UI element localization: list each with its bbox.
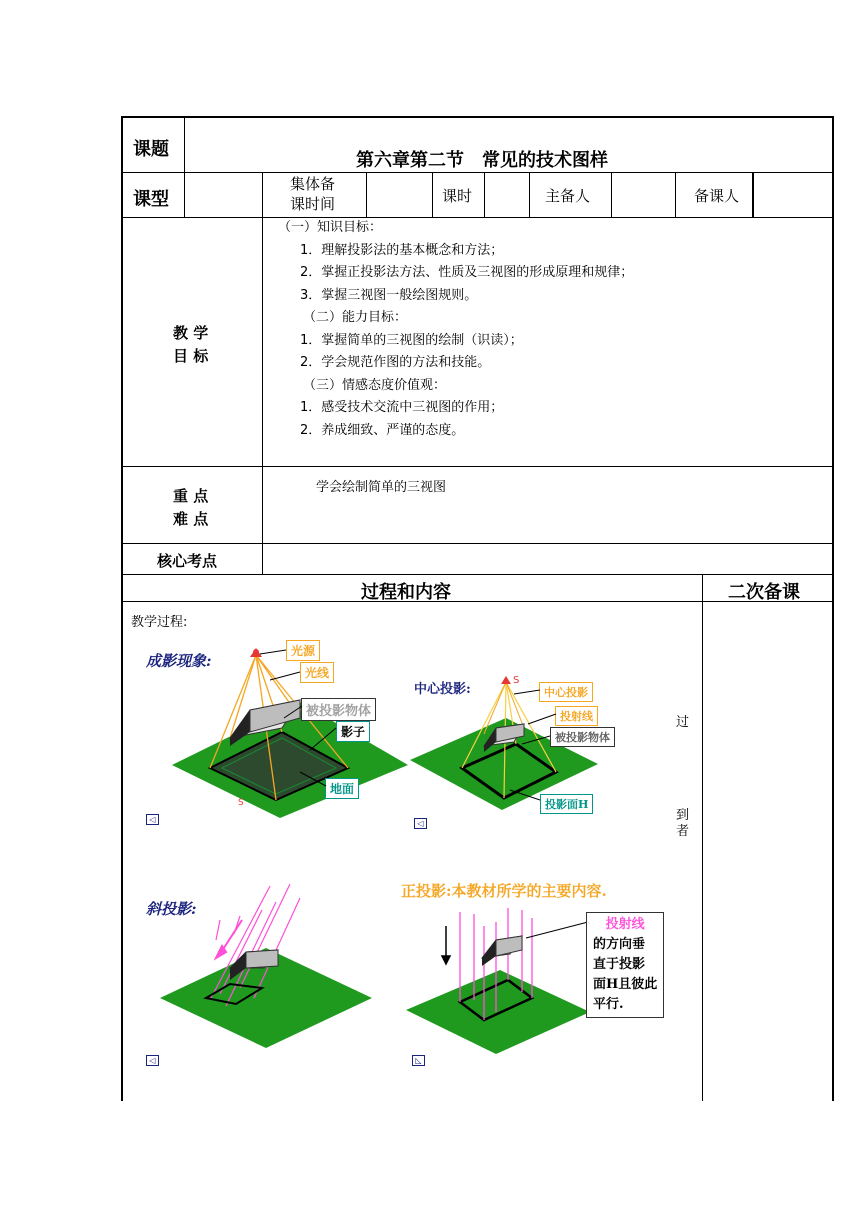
- fig2-leader-lines: [500, 680, 560, 810]
- svg-text:S: S: [238, 798, 244, 808]
- objective-line: （二）能力目标：: [303, 310, 408, 325]
- fig3-title: 斜投影:: [146, 900, 197, 918]
- fig1-label-light-ray: 光线: [300, 662, 334, 683]
- lesson-hours-label: 课时: [442, 187, 473, 205]
- fig1-label-shadow: 影子: [336, 721, 370, 742]
- objectives-label-line1: 教 学: [173, 324, 209, 342]
- fig4-nav-icon[interactable]: ◺: [412, 1055, 425, 1066]
- table-border: [121, 116, 123, 1101]
- objective-line: （三）情感态度价值观：: [303, 377, 447, 393]
- key-points-label-line2: 难 点: [173, 510, 209, 528]
- objective-line: 1．掌握简单的三视图的绘制（识读）；: [300, 332, 523, 348]
- fig4-note-line: 投射线: [605, 917, 645, 932]
- table-border: [121, 172, 833, 173]
- table-border: [121, 116, 833, 118]
- fig2-s-label: S: [513, 675, 520, 686]
- lead-preparer-label: 主备人: [545, 187, 591, 205]
- core-label: 核心考点: [157, 552, 218, 570]
- topic-title: 第六章第二节 常见的技术图样: [356, 150, 608, 171]
- topic-label: 课题: [133, 139, 169, 160]
- key-points-value: 学会绘制简单的三视图: [316, 480, 447, 495]
- fig1-nav-icon[interactable]: ◁: [146, 814, 159, 825]
- fig3-nav-icon[interactable]: ◁: [146, 1055, 159, 1066]
- objective-line: （一）知识目标：: [278, 220, 383, 235]
- fig3-oblique-projection-illustration: [150, 880, 380, 1060]
- text-fragment: 者: [676, 824, 690, 839]
- objective-line: 2．养成细致、严谨的态度。: [300, 422, 465, 438]
- fig1-label-light-source: 光源: [286, 640, 320, 661]
- fig2-label-object: 被投影物体: [550, 727, 615, 747]
- fig2-label-ray: 投射线: [555, 706, 598, 726]
- objective-line: 2．学会规范作图的方法和技能。: [300, 355, 491, 370]
- table-border: [675, 172, 676, 218]
- table-border: [121, 574, 833, 575]
- second-prep-header: 二次备课: [728, 582, 800, 603]
- fig4-note-line: 的方向垂: [593, 937, 646, 952]
- fig1-title: 成影现象:: [146, 652, 212, 670]
- process-header: 过程和内容: [361, 582, 451, 603]
- table-border: [366, 172, 367, 218]
- table-border: [121, 466, 833, 467]
- fig4-orthographic-projection-illustration: [404, 900, 594, 1060]
- table-border: [262, 172, 263, 575]
- text-fragment: 到: [676, 808, 690, 823]
- table-border: [184, 116, 185, 218]
- key-points-label: [173, 485, 208, 531]
- process-intro: 教学过程:: [131, 615, 188, 630]
- objective-line: 1．感受技术交流中三视图的作用；: [300, 400, 504, 415]
- table-border: [752, 172, 754, 218]
- group-time-label: 集体备课时间: [290, 175, 336, 213]
- fig4-note-line: 直于投影: [593, 957, 646, 972]
- table-border: [121, 543, 833, 544]
- fig4-title: 正投影:本教材所学的主要内容.: [401, 882, 607, 900]
- objectives-label: [173, 322, 208, 368]
- objective-line: 1．理解投影法的基本概念和方法；: [300, 242, 504, 258]
- table-border: [832, 116, 834, 1101]
- fig4-note-line: 平行.: [593, 997, 624, 1012]
- table-border: [529, 172, 530, 218]
- objective-line: 2．掌握正投影法方法、性质及三视图的形成原理和规律；: [300, 265, 634, 280]
- text-fragment: 过: [676, 715, 690, 730]
- fig2-nav-icon[interactable]: ◁: [414, 818, 427, 829]
- table-border: [484, 172, 485, 218]
- fig4-note-line: 面H且彼此: [593, 977, 658, 992]
- fig1-label-object: 被投影物体: [301, 698, 376, 721]
- fig1-label-ground: 地面: [325, 778, 359, 799]
- table-border: [702, 574, 703, 1101]
- objectives-label-line2: 目 标: [173, 347, 209, 365]
- fig2-label-center: 中心投影: [539, 682, 593, 702]
- type-label: 课型: [133, 189, 169, 210]
- objectives-list: [278, 217, 633, 442]
- table-border: [121, 601, 833, 602]
- preparer-label: 备课人: [694, 187, 740, 205]
- key-points-label-line1: 重 点: [173, 487, 209, 505]
- table-border: [432, 172, 433, 218]
- fig4-note-box: [586, 912, 664, 1018]
- fig2-label-plane: 投影面H: [540, 794, 593, 814]
- fig2-title: 中心投影:: [414, 682, 471, 697]
- table-border: [611, 172, 612, 218]
- objective-line: 3．掌握三视图一般绘图规则。: [300, 287, 478, 303]
- fig1-leader-lines: [240, 640, 360, 800]
